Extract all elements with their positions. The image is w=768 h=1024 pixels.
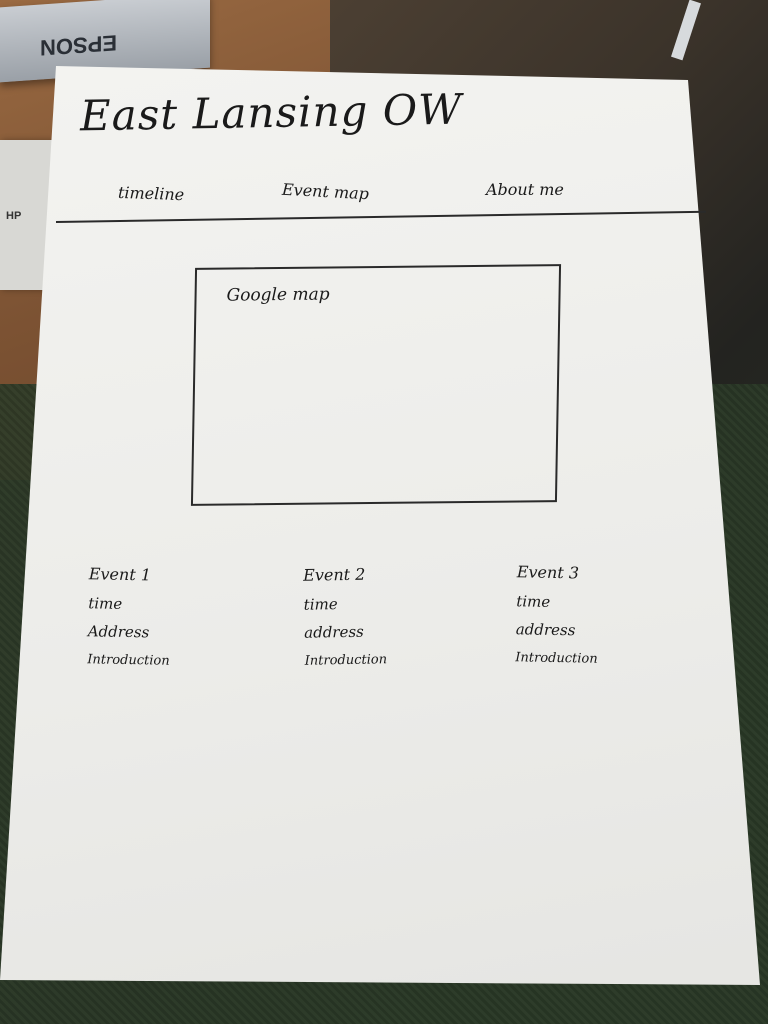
event-title: Event 3: [516, 562, 580, 583]
desk-object: [671, 0, 701, 60]
map-label: Google map: [226, 284, 330, 306]
printer-box-label: EPSON: [40, 30, 118, 61]
event-introduction: Introduction: [304, 652, 388, 669]
event-title: Event 1: [88, 564, 152, 585]
event-introduction: Introduction: [87, 652, 170, 669]
event-time: time: [516, 592, 551, 611]
event-title: Event 2: [303, 564, 366, 585]
event-address: address: [304, 622, 364, 642]
nav-item-about-me[interactable]: About me: [486, 180, 564, 199]
event-time: time: [88, 594, 123, 613]
nav-item-event-map[interactable]: Event map: [281, 179, 370, 204]
event-card[interactable]: [303, 564, 387, 677]
event-time: time: [303, 595, 338, 614]
site-title: East Lansing OW: [79, 84, 463, 141]
event-card[interactable]: [515, 562, 599, 675]
event-address: address: [515, 620, 576, 640]
side-box-label: HP: [6, 210, 22, 222]
event-address: Address: [87, 622, 150, 642]
event-card[interactable]: [87, 564, 171, 677]
google-map-placeholder[interactable]: [191, 264, 561, 506]
event-introduction: Introduction: [515, 650, 598, 667]
nav-item-timeline[interactable]: timeline: [117, 182, 185, 205]
